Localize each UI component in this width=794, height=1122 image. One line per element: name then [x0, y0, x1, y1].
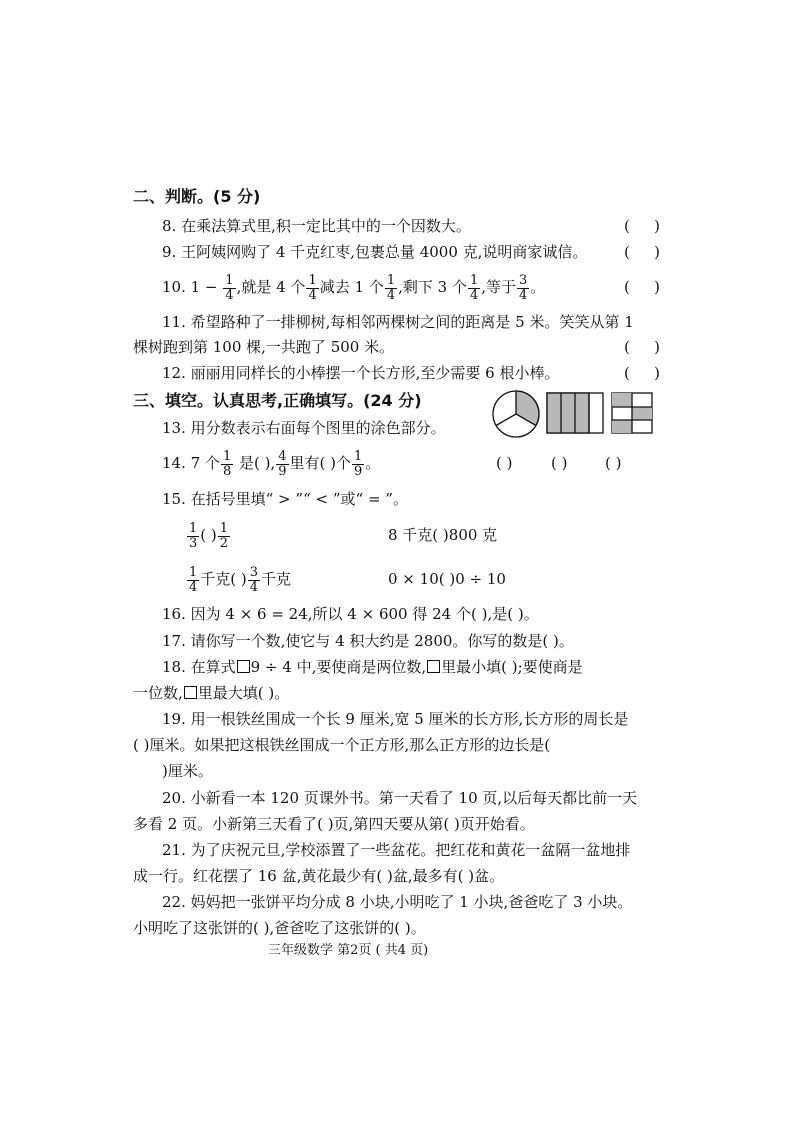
fraction: $\frac{1}{4}$ [225, 272, 234, 303]
section-title-fill: 三、填空。认真思考,正确填写。(24 分) [133, 391, 422, 410]
figure-answer-3[interactable]: ( ) [605, 454, 622, 472]
blank-square-icon [237, 660, 250, 673]
question-21-line2: 成一行。红花摆了 16 盆,黄花最少有( )盆,最多有( )盆。 [133, 867, 505, 885]
answer-paren-11[interactable]: ( ) [624, 338, 660, 356]
section-title-judge: 二、判断。(5 分) [133, 187, 261, 206]
compare-blank-a[interactable]: ( ) [200, 526, 217, 544]
question-18-line2: 一位数, 里最大填( )。 [133, 684, 290, 702]
question-19-line3: )厘米。 [162, 762, 213, 780]
fraction: $\frac{1}{3}$ [189, 520, 198, 551]
question-15: 15. 在括号里填“ > ”“ < ”或“ = ”。 [162, 490, 408, 508]
question-10: 10. 1 − $\frac{1}{4}$ ,就是 4 个 $\frac{1}{4}$ 减去 1 个 $\frac{1}{4}$ ,剩下 3 个 $\frac{1}{4}$ ,等于 $\frac{3}{4}$ 。 [162, 272, 546, 303]
fraction: $\frac{1}{9}$ [354, 448, 363, 479]
answer-paren-9[interactable]: ( ) [624, 243, 660, 261]
question-14: 14. 7 个 $\frac{1}{8}$ 是( ), $\frac{4}{9}$ 里有( )个 $\frac{1}{9}$ 。 [162, 448, 381, 479]
question-22-line1: 22. 妈妈把一张饼平均分成 8 小块,小明吃了 1 小块,爸爸吃了 3 小块。 [162, 893, 633, 911]
fraction: $\frac{1}{4}$ [189, 564, 198, 595]
compare-a [186, 518, 231, 552]
question-19-line2: ( )厘米。如果把这根铁丝围成一个正方形,那么正方形的边长是( [133, 736, 551, 754]
compare-blank-c[interactable]: 千克( ) [200, 570, 247, 588]
fraction: $\frac{1}{8}$ [222, 448, 232, 479]
question-9: 9. 王阿姨网购了 4 千克红枣,包裹总量 4000 克,说明商家诚信。 [162, 243, 588, 261]
figure-answer-2[interactable]: ( ) [551, 454, 568, 472]
question-19-line1: 19. 用一根铁丝围成一个长 9 厘米,宽 5 厘米的长方形,长方形的周长是 [162, 710, 629, 728]
question-16: 16. 因为 4 × 6 = 24,所以 4 × 600 得 24 个( ),是( )。 [162, 605, 539, 623]
question-11-line1: 11. 希望路种了一排柳树,每相邻两棵树之间的距离是 5 米。笑笑从第 1 [162, 313, 634, 331]
question-8: 8. 在乘法算式里,积一定比其中的一个因数大。 [162, 217, 471, 235]
fraction: $\frac{1}{2}$ [219, 520, 229, 551]
answer-paren-10[interactable]: ( ) [624, 278, 660, 296]
compare-b[interactable]: 8 千克( )800 克 [388, 526, 498, 544]
question-13: 13. 用分数表示右面每个图里的涂色部分。 [162, 419, 446, 437]
figure-answer-1[interactable]: ( ) [496, 454, 513, 472]
question-12: 12. 丽丽用同样长的小棒摆一个长方形,至少需要 6 根小棒。 [162, 364, 560, 382]
question-18-line1: 18. 在算式 9 ÷ 4 中,要使商是两位数, 里最小填( );要使商是 [162, 658, 583, 676]
page-footer: 三年级数学 第2页 ( 共4 页) [268, 943, 429, 958]
question-20-line1: 20. 小新看一本 120 页课外书。第一天看了 10 页,以后每天都比前一天 [162, 789, 638, 807]
grid-figure [611, 392, 653, 434]
fraction: $\frac{1}{4}$ [308, 272, 317, 303]
question-20-line2: 多看 2 页。小新第三天看了( )页,第四天要从第( )页开始看。 [133, 815, 535, 833]
fraction: $\frac{1}{4}$ [386, 272, 396, 303]
blank-square-icon [427, 660, 440, 673]
answer-paren-8[interactable]: ( ) [624, 217, 660, 235]
answer-paren-12[interactable]: ( ) [624, 364, 660, 382]
blank-square-icon [184, 686, 197, 699]
question-11-line2: 棵树跑到第 100 棵,一共跑了 500 米。 [133, 338, 395, 356]
fraction: $\frac{3}{4}$ [519, 272, 528, 303]
circle-figure [490, 388, 542, 440]
question-21-line1: 21. 为了庆祝元旦,学校添置了一些盆花。把红花和黄花一盆隔一盆地排 [162, 841, 631, 859]
rectangle-figure [546, 392, 604, 434]
fraction: $\frac{1}{4}$ [469, 272, 479, 303]
fraction: $\frac{3}{4}$ [249, 564, 259, 595]
question-17: 17. 请你写一个数,使它与 4 积大约是 2800。你写的数是( )。 [162, 632, 574, 650]
question-22-line2: 小明吃了这张饼的( ),爸爸吃了这张饼的( )。 [133, 919, 426, 937]
compare-c: $\frac{1}{4}$ 千克( ) $\frac{3}{4}$ 千克 [189, 564, 292, 595]
compare-d[interactable]: 0 × 10( )0 ÷ 10 [388, 570, 506, 588]
fraction: $\frac{4}{9}$ [278, 448, 287, 479]
